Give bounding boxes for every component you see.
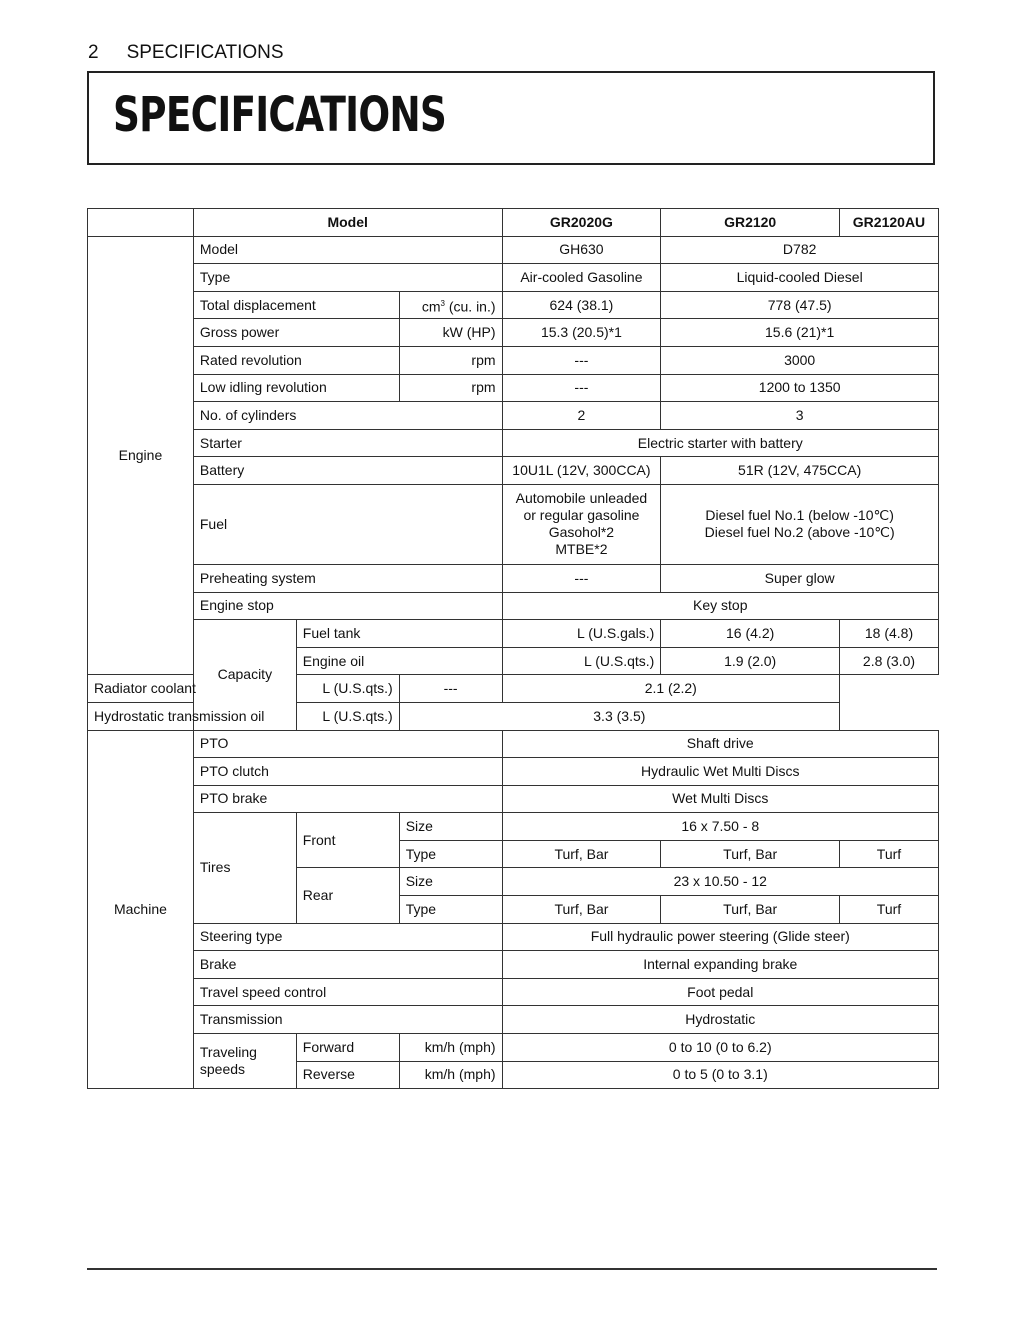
value-cell: Hydrostatic: [502, 1006, 938, 1034]
row-label: Type: [399, 896, 502, 924]
value-cell: Foot pedal: [502, 978, 938, 1006]
value-cell: Turf, Bar: [502, 840, 661, 868]
table-row: [88, 592, 939, 620]
table-row: [88, 785, 939, 813]
value-cell: 3.3 (3.5): [399, 702, 839, 730]
group-machine: Machine: [88, 730, 194, 1089]
header-gr2120au: GR2120AU: [839, 209, 938, 237]
table-row: [88, 813, 939, 841]
unit-cell: rpm: [399, 346, 502, 374]
section-name: SPECIFICATIONS: [126, 42, 284, 63]
unit-cell: L (U.S.qts.): [296, 675, 399, 703]
row-label: Type: [399, 840, 502, 868]
table-row: [88, 236, 939, 264]
table-row: [88, 264, 939, 292]
title-box: [87, 71, 935, 165]
group-engine: Engine: [88, 236, 194, 675]
page-number: 2: [88, 42, 99, 63]
table-row: [88, 923, 939, 951]
table-row: [88, 429, 939, 457]
table-row: [88, 564, 939, 592]
row-label: Size: [399, 868, 502, 896]
row-label: Preheating system: [193, 564, 502, 592]
value-cell: Wet Multi Discs: [502, 785, 938, 813]
row-label: Forward: [296, 1034, 399, 1062]
value-cell: Key stop: [502, 592, 938, 620]
value-cell: Turf, Bar: [661, 840, 840, 868]
row-label: PTO brake: [193, 785, 502, 813]
row-label: Transmission: [193, 1006, 502, 1034]
row-label: No. of cylinders: [193, 402, 502, 430]
specifications-table: [87, 208, 939, 1089]
value-cell: Turf, Bar: [661, 896, 840, 924]
row-label: Battery: [193, 457, 502, 485]
row-label: Steering type: [193, 923, 502, 951]
table-row: [88, 951, 939, 979]
row-label: Hydrostatic transmission oil: [88, 702, 297, 730]
row-label: Fuel: [193, 484, 502, 564]
value-cell: Hydraulic Wet Multi Discs: [502, 758, 938, 786]
table-row: [88, 291, 939, 319]
row-label: Type: [193, 264, 502, 292]
row-label: Brake: [193, 951, 502, 979]
value-cell: 3000: [661, 346, 939, 374]
value-cell: 16 (4.2): [661, 620, 840, 648]
table-row: [88, 978, 939, 1006]
value-cell: Turf: [839, 896, 938, 924]
unit-cell: L (U.S.qts.): [296, 702, 399, 730]
unit-cell: km/h (mph): [399, 1034, 502, 1062]
page-title: SPECIFICATIONS: [113, 87, 447, 143]
table-row: [88, 702, 939, 730]
value-cell: Super glow: [661, 564, 939, 592]
header-gr2020g: GR2020G: [502, 209, 661, 237]
value-cell: 10U1L (12V, 300CCA): [502, 457, 661, 485]
page-header: [88, 42, 284, 64]
row-label-tires: Tires: [193, 813, 296, 923]
row-label: Fuel tank: [296, 620, 502, 648]
table-row: [88, 319, 939, 347]
row-label: PTO: [193, 730, 502, 758]
value-cell: 0 to 5 (0 to 3.1): [502, 1061, 938, 1089]
value-cell: ---: [399, 675, 502, 703]
corner-cell: [88, 209, 194, 237]
value-cell: ---: [502, 564, 661, 592]
row-label: PTO clutch: [193, 758, 502, 786]
table-row: [88, 346, 939, 374]
value-cell: 2.8 (3.0): [839, 647, 938, 675]
table-row: [88, 1034, 939, 1062]
table-row: [88, 730, 939, 758]
row-label: Rated revolution: [193, 346, 399, 374]
value-cell: 15.3 (20.5)*1: [502, 319, 661, 347]
value-cell: GH630: [502, 236, 661, 264]
value-cell: 51R (12V, 475CCA): [661, 457, 939, 485]
value-cell: Shaft drive: [502, 730, 938, 758]
row-label-traveling-speeds: Traveling speeds: [193, 1034, 296, 1089]
value-cell: Liquid-cooled Diesel: [661, 264, 939, 292]
value-cell: Electric starter with battery: [502, 429, 938, 457]
row-label: Size: [399, 813, 502, 841]
value-cell: D782: [661, 236, 939, 264]
row-label: Low idling revolution: [193, 374, 399, 402]
row-label: Starter: [193, 429, 502, 457]
table-row: [88, 457, 939, 485]
value-cell: ---: [502, 374, 661, 402]
value-cell: 778 (47.5): [661, 291, 939, 319]
row-label-front: Front: [296, 813, 399, 868]
value-cell: ---: [502, 346, 661, 374]
value-cell: 3: [661, 402, 939, 430]
table-header-row: [88, 209, 939, 237]
table-row: [88, 402, 939, 430]
row-label: Total displacement: [193, 291, 399, 319]
table-row: [88, 675, 939, 703]
row-label: Travel speed control: [193, 978, 502, 1006]
value-cell: 18 (4.8): [839, 620, 938, 648]
table-row: [88, 1006, 939, 1034]
value-cell: 2: [502, 402, 661, 430]
table-row: [88, 620, 939, 648]
value-cell: 1.9 (2.0): [661, 647, 840, 675]
row-label: Engine stop: [193, 592, 502, 620]
value-cell: 624 (38.1): [502, 291, 661, 319]
value-cell: Turf: [839, 840, 938, 868]
unit-cell: L (U.S.qts.): [502, 647, 661, 675]
header-gr2120: GR2120: [661, 209, 840, 237]
unit-cell: km/h (mph): [399, 1061, 502, 1089]
header-model: Model: [193, 209, 502, 237]
row-label: Gross power: [193, 319, 399, 347]
table-row: [88, 374, 939, 402]
unit-cell: kW (HP): [399, 319, 502, 347]
footer-rule: [87, 1268, 937, 1270]
value-cell: Internal expanding brake: [502, 951, 938, 979]
value-cell: 0 to 10 (0 to 6.2): [502, 1034, 938, 1062]
row-label: Model: [193, 236, 502, 264]
value-cell: 1200 to 1350: [661, 374, 939, 402]
table-row-fuel: [88, 484, 939, 564]
table-row: [88, 758, 939, 786]
value-cell: 2.1 (2.2): [502, 675, 839, 703]
value-cell: Diesel fuel No.1 (below -10℃) Diesel fuel No.2 (above -10℃): [661, 484, 939, 564]
group-capacity: Capacity: [193, 620, 296, 730]
value-cell: Air-cooled Gasoline: [502, 264, 661, 292]
value-cell: 15.6 (21)*1: [661, 319, 939, 347]
row-label: Engine oil: [296, 647, 502, 675]
value-cell: Full hydraulic power steering (Glide steer): [502, 923, 938, 951]
value-cell: Turf, Bar: [502, 896, 661, 924]
value-cell: Automobile unleaded or regular gasoline Gasohol*2 MTBE*2: [502, 484, 661, 564]
value-cell: 16 x 7.50 - 8: [502, 813, 938, 841]
row-label: Reverse: [296, 1061, 399, 1089]
row-label-rear: Rear: [296, 868, 399, 923]
value-cell: 23 x 10.50 - 12: [502, 868, 938, 896]
unit-cell: rpm: [399, 374, 502, 402]
unit-cell: L (U.S.gals.): [502, 620, 661, 648]
row-label: Radiator coolant: [88, 675, 297, 703]
unit-cell: $cm^3$ (cu. in.): [399, 291, 502, 319]
